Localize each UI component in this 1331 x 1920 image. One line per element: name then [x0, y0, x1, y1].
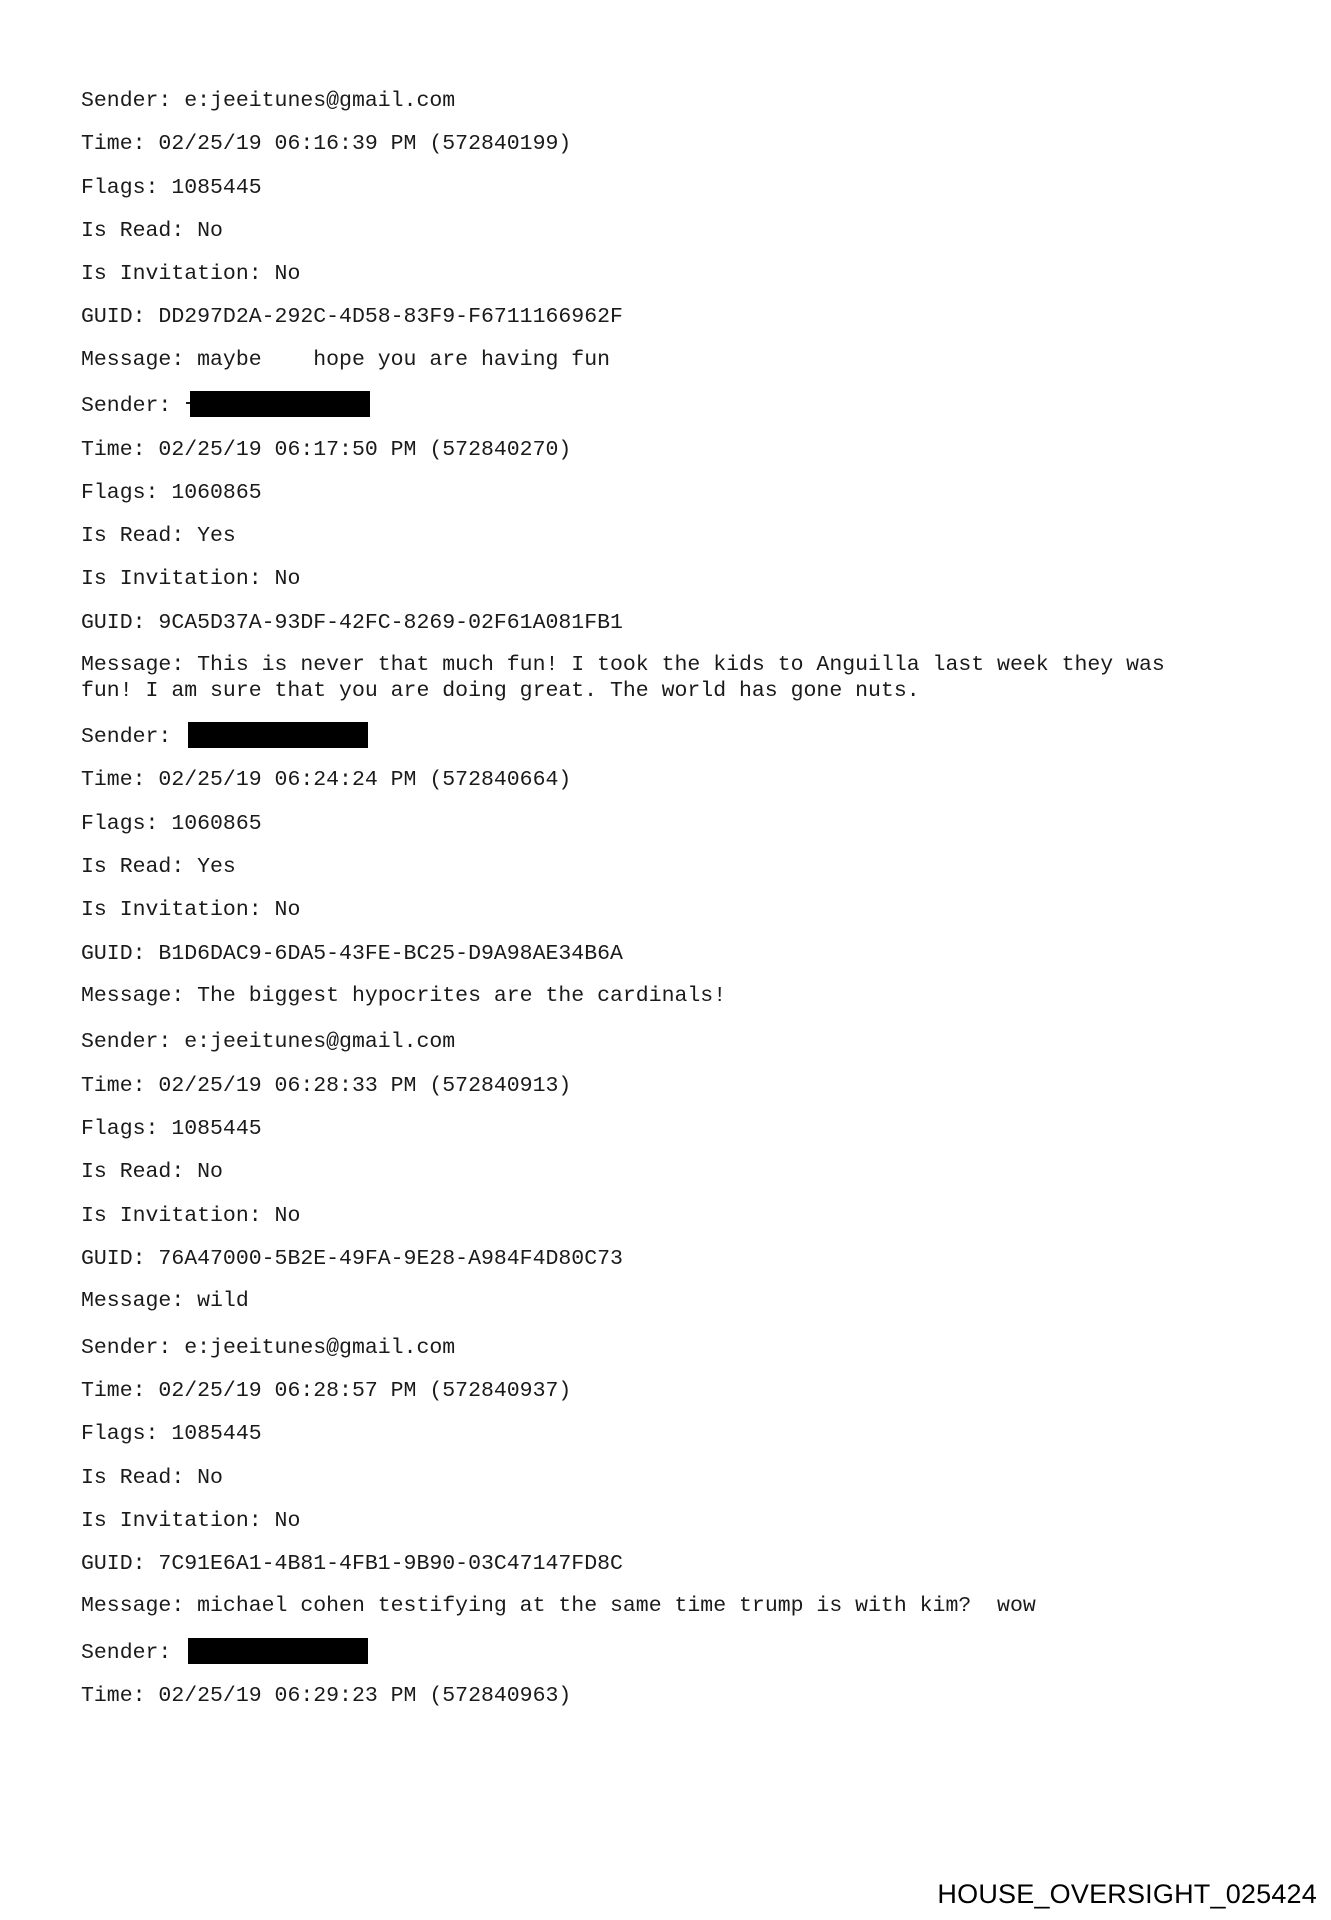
guid-value: B1D6DAC9-6DA5-43FE-BC25-D9A98AE34B6A — [158, 941, 623, 966]
is-invitation-line — [81, 1201, 1261, 1244]
flags-value: 1085445 — [171, 1116, 262, 1141]
is-read-value: No — [197, 1160, 223, 1185]
message-record — [81, 391, 1261, 704]
is-read-label: Is Read: — [81, 218, 185, 243]
is-invitation-value: No — [274, 898, 301, 923]
time-value: 02/25/19 06:28:57 PM (572840937) — [158, 1378, 572, 1403]
is-invitation-value: No — [274, 1508, 301, 1533]
message-log — [81, 86, 1261, 1743]
is-read-value: No — [197, 1465, 223, 1490]
message-record — [81, 86, 1261, 373]
is-read-value: Yes — [197, 524, 236, 549]
message-label: Message: — [81, 347, 185, 372]
sender-line — [81, 391, 1261, 434]
redacted-sender-block — [188, 722, 368, 748]
is-read-line — [81, 216, 1261, 259]
sender-label: Sender: — [81, 1640, 172, 1665]
time-value: 02/25/19 06:16:39 PM (572840199) — [158, 132, 572, 157]
is-read-value: No — [197, 218, 223, 243]
message-value: This is never that much fun! I took the kids to Anguilla last week they was fun! I am sure that you are doing great. The world has gone nuts. — [81, 653, 1165, 703]
time-line — [81, 765, 1261, 808]
time-label: Time: — [81, 437, 146, 462]
is-invitation-value: No — [274, 567, 301, 592]
message-line — [81, 1592, 1261, 1620]
sender-value: e:jeeitunes@gmail.com — [184, 89, 456, 113]
message-line — [81, 346, 1261, 374]
guid-value: 9CA5D37A-93DF-42FC-8269-02F61A081FB1 — [158, 610, 623, 635]
is-read-label: Is Read: — [81, 524, 185, 549]
flags-line — [81, 173, 1261, 216]
time-line — [81, 129, 1261, 172]
is-invitation-line — [81, 1506, 1261, 1549]
time-line — [81, 1681, 1261, 1724]
sender-label: Sender: — [81, 89, 172, 113]
is-invitation-line — [81, 259, 1261, 302]
sender-value: e:jeeitunes@gmail.com — [184, 1030, 456, 1055]
message-line — [81, 651, 1261, 704]
redacted-sender-block — [188, 1638, 368, 1664]
message-value: The biggest hypocrites are the cardinals! — [197, 983, 727, 1008]
flags-label: Flags: — [81, 1422, 159, 1447]
flags-label: Flags: — [81, 480, 159, 505]
guid-line — [81, 302, 1261, 345]
time-label: Time: — [81, 768, 146, 793]
guid-line — [81, 608, 1261, 651]
sender-value: e:jeeitunes@gmail.com — [184, 1335, 456, 1360]
time-line — [81, 435, 1261, 478]
message-label: Message: — [81, 653, 185, 678]
flags-line — [81, 809, 1261, 852]
message-line — [81, 1287, 1261, 1315]
time-line — [81, 1376, 1261, 1419]
message-label: Message: — [81, 983, 185, 1008]
time-label: Time: — [81, 1684, 146, 1709]
time-label: Time: — [81, 132, 146, 157]
flags-line — [81, 1419, 1261, 1462]
time-value: 02/25/19 06:17:50 PM (572840270) — [158, 437, 572, 462]
is-invitation-label: Is Invitation: — [81, 1203, 262, 1228]
sender-label: Sender: — [81, 1335, 172, 1360]
guid-label: GUID: — [81, 1552, 146, 1577]
flags-label: Flags: — [81, 175, 159, 200]
is-read-label: Is Read: — [81, 1465, 185, 1490]
flags-value: 1060865 — [171, 811, 262, 836]
message-record — [81, 722, 1261, 1009]
sender-label: Sender: — [81, 1030, 172, 1055]
guid-label: GUID: — [81, 941, 146, 966]
flags-line — [81, 1114, 1261, 1157]
guid-label: GUID: — [81, 610, 146, 635]
message-label: Message: — [81, 1289, 185, 1314]
is-invitation-line — [81, 564, 1261, 607]
sender-line — [81, 86, 1261, 129]
guid-line — [81, 1549, 1261, 1592]
time-value: 02/25/19 06:29:23 PM (572840963) — [158, 1684, 572, 1709]
is-read-line — [81, 1463, 1261, 1506]
message-value: michael cohen testifying at the same time trump is with kim? wow — [197, 1594, 1036, 1619]
is-read-value: Yes — [197, 854, 236, 879]
time-label: Time: — [81, 1378, 146, 1403]
sender-label: Sender: — [81, 394, 172, 419]
is-read-line — [81, 852, 1261, 895]
time-line — [81, 1071, 1261, 1114]
message-value: maybe hope you are having fun — [197, 347, 610, 372]
time-value: 02/25/19 06:28:33 PM (572840913) — [158, 1073, 572, 1098]
is-invitation-label: Is Invitation: — [81, 1508, 262, 1533]
is-invitation-value: No — [274, 262, 301, 287]
is-invitation-label: Is Invitation: — [81, 898, 262, 923]
guid-value: 76A47000-5B2E-49FA-9E28-A984F4D80C73 — [158, 1246, 623, 1271]
is-invitation-value: No — [274, 1203, 301, 1228]
sender-line — [81, 1027, 1261, 1070]
time-value: 02/25/19 06:24:24 PM (572840664) — [158, 768, 572, 793]
flags-line — [81, 478, 1261, 521]
message-line — [81, 982, 1261, 1010]
sender-line — [81, 1638, 1261, 1681]
flags-value: 1085445 — [171, 175, 262, 200]
guid-value: 7C91E6A1-4B81-4FB1-9B90-03C47147FD8C — [158, 1552, 623, 1577]
is-invitation-label: Is Invitation: — [81, 262, 262, 287]
sender-line — [81, 1333, 1261, 1376]
flags-value: 1085445 — [171, 1422, 262, 1447]
guid-value: DD297D2A-292C-4D58-83F9-F6711166962F — [158, 305, 623, 330]
time-label: Time: — [81, 1073, 146, 1098]
redacted-sender-block — [190, 391, 370, 417]
message-record — [81, 1333, 1261, 1620]
message-record — [81, 1638, 1261, 1725]
message-record — [81, 1027, 1261, 1314]
guid-line — [81, 939, 1261, 982]
sender-label: Sender: — [81, 725, 172, 750]
is-read-label: Is Read: — [81, 854, 185, 879]
bates-number: HOUSE_OVERSIGHT_025424 — [937, 1879, 1317, 1909]
is-read-line — [81, 521, 1261, 564]
flags-label: Flags: — [81, 811, 159, 836]
is-read-label: Is Read: — [81, 1160, 185, 1185]
message-label: Message: — [81, 1594, 185, 1619]
sender-line — [81, 722, 1261, 765]
flags-label: Flags: — [81, 1116, 159, 1141]
guid-line — [81, 1244, 1261, 1287]
is-invitation-line — [81, 895, 1261, 938]
is-invitation-label: Is Invitation: — [81, 567, 262, 592]
message-value: wild — [197, 1289, 249, 1314]
is-read-line — [81, 1157, 1261, 1200]
flags-value: 1060865 — [171, 480, 262, 505]
guid-label: GUID: — [81, 1246, 146, 1271]
guid-label: GUID: — [81, 305, 146, 330]
